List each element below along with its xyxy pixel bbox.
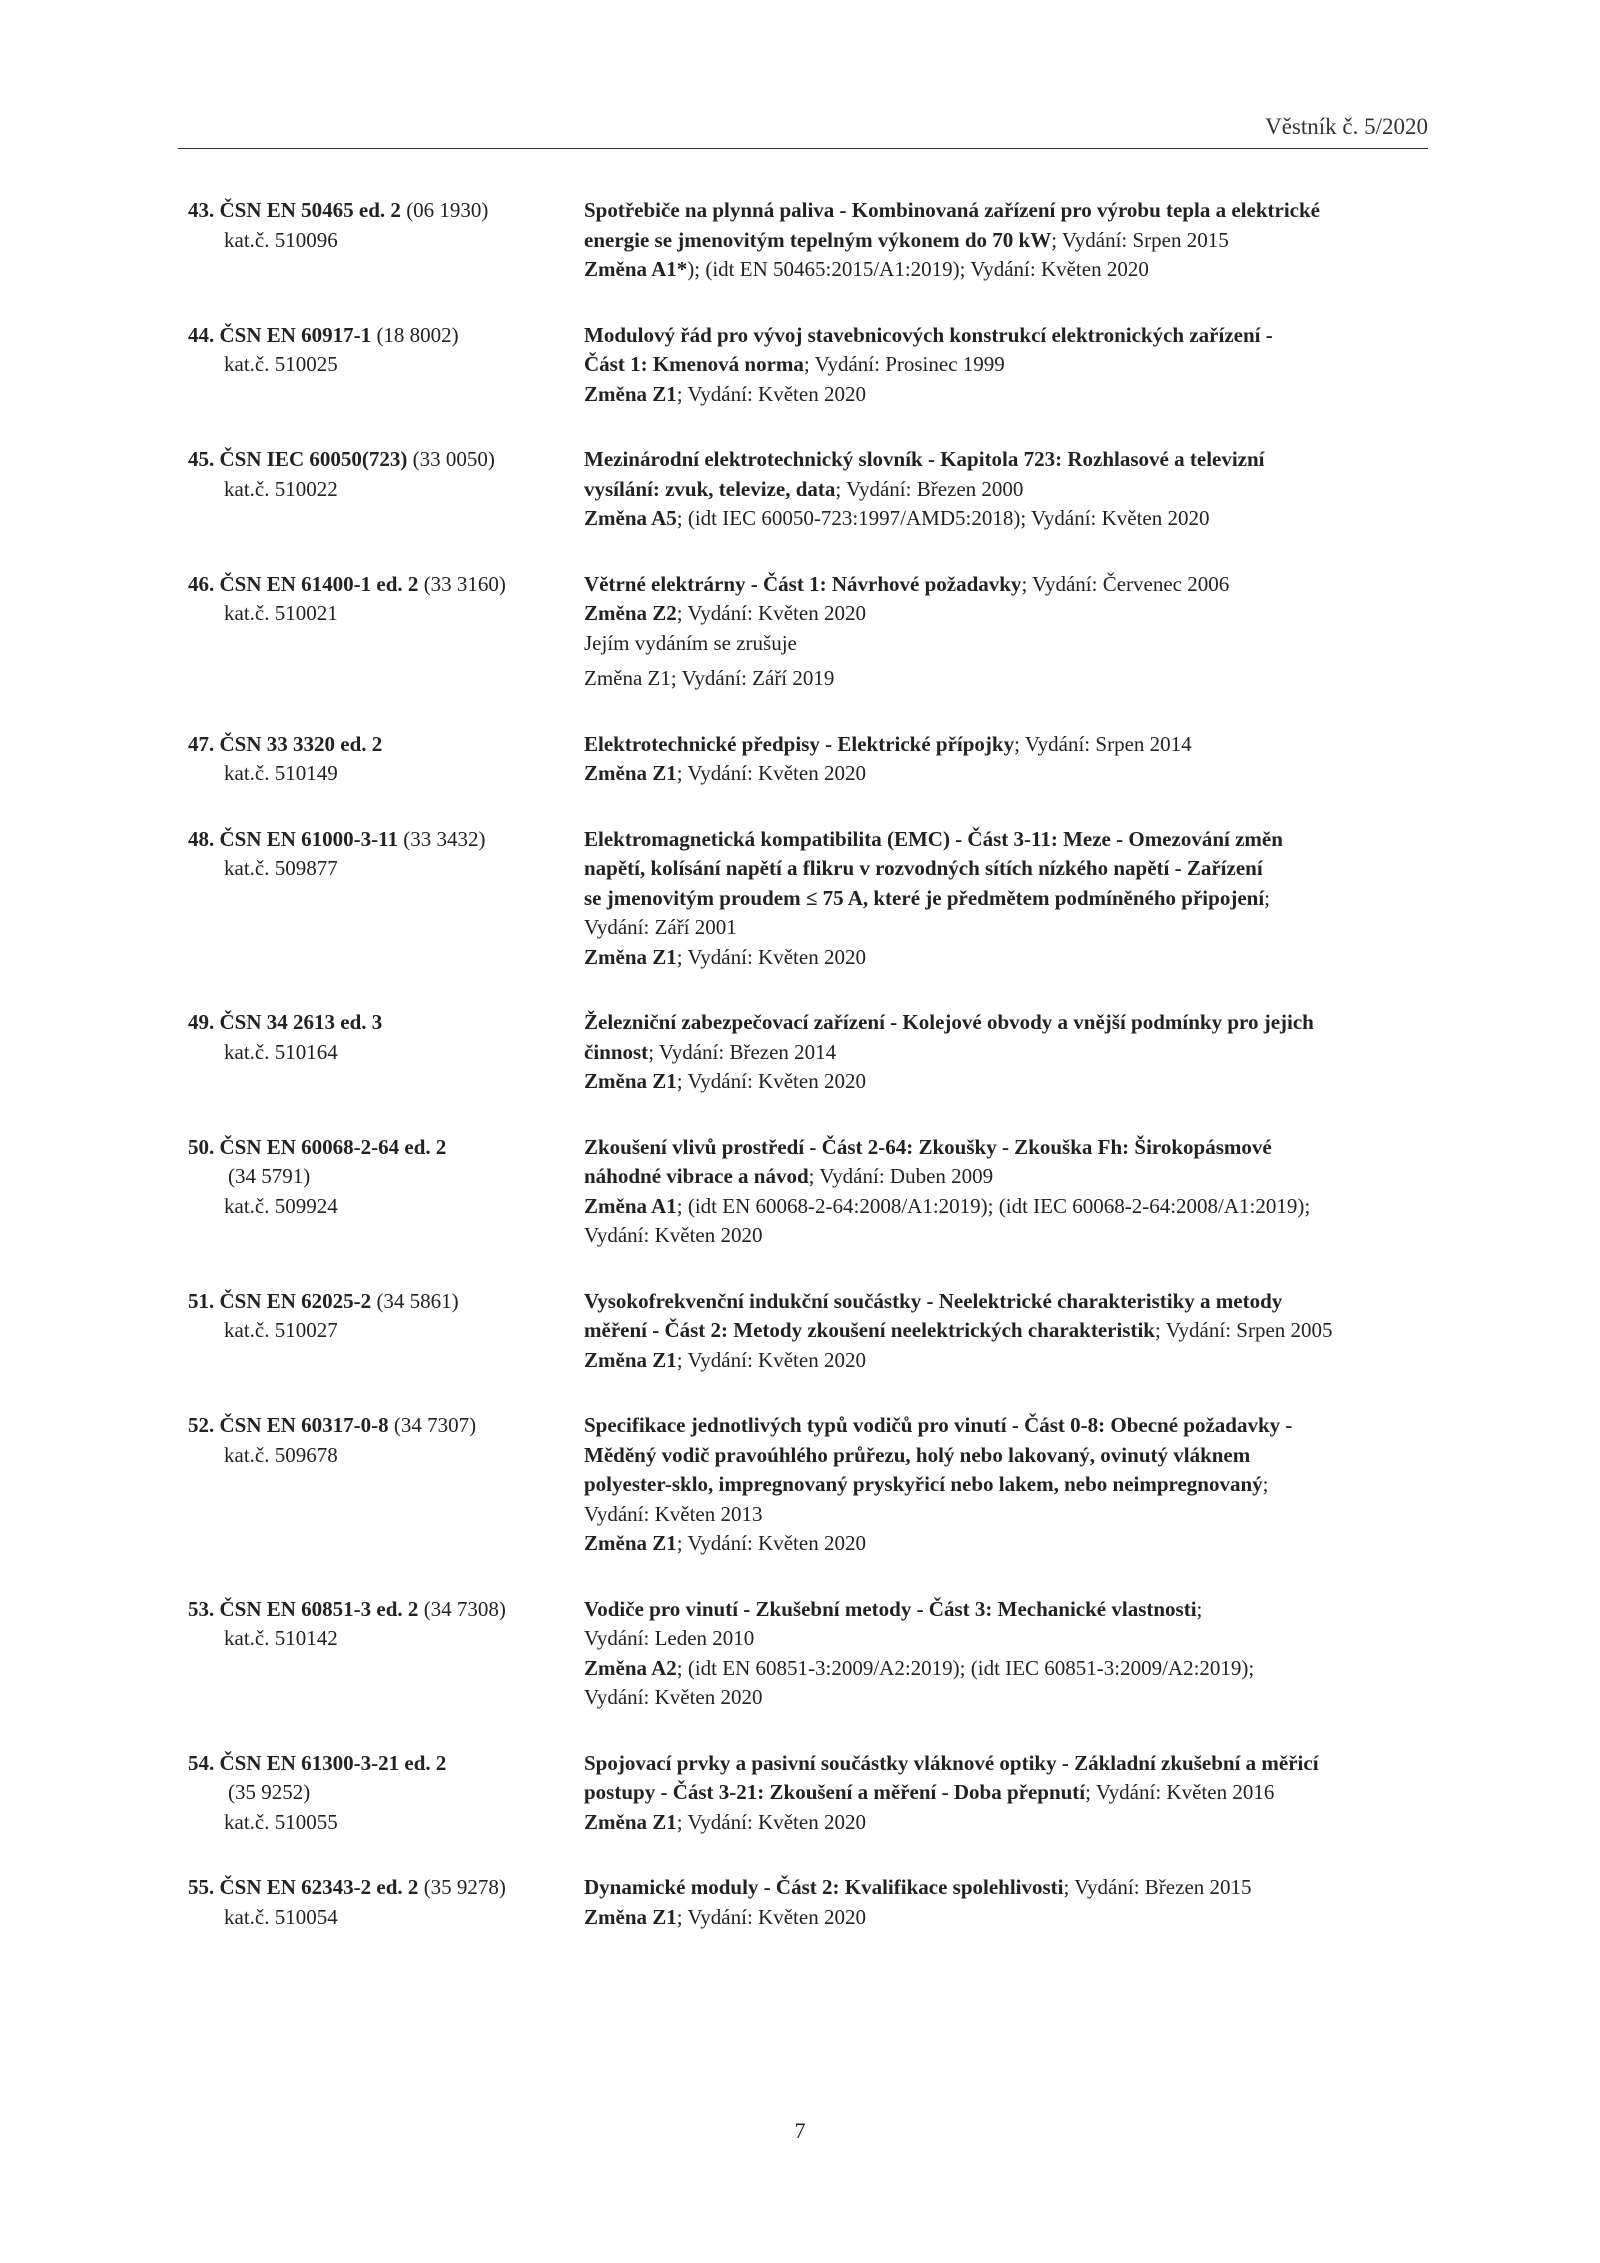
standard-code: ČSN IEC 60050(723) xyxy=(219,447,408,471)
catalog-number: kat.č. 510096 xyxy=(224,227,338,252)
standard-entry xyxy=(188,1008,1428,1097)
bold-title-text: Změna Z1 xyxy=(584,1531,677,1555)
standard-entry xyxy=(188,1133,1428,1251)
description-line xyxy=(584,825,1428,855)
standard-description xyxy=(584,570,1428,694)
catalog-number: kat.č. 509678 xyxy=(224,1442,338,1467)
bold-title-text: Mezinárodní elektrotechnický slovník - Kapitola 723: Rozhlasové a televizní xyxy=(584,447,1265,471)
plain-text: ; Vydání: Květen 2020 xyxy=(676,1531,866,1555)
bold-title-text: Vodiče pro vinutí - Zkušební metody - Část 3: Mechanické vlastnosti xyxy=(584,1596,1197,1621)
standard-entry xyxy=(188,196,1428,285)
standard-identifier xyxy=(188,1749,584,1838)
standard-entry xyxy=(188,1287,1428,1376)
classification-number: (18 8002) xyxy=(376,322,459,347)
description-line xyxy=(584,854,1428,884)
description-line xyxy=(584,1808,1428,1838)
description-line xyxy=(584,380,1428,410)
standard-description xyxy=(584,1873,1428,1932)
entry-number: 55. xyxy=(188,1875,215,1899)
description-line xyxy=(584,445,1428,475)
standard-identifier xyxy=(188,445,584,534)
standards-list xyxy=(188,196,1428,1932)
entry-separator xyxy=(188,1097,1428,1133)
plain-text: ; Vydání: Květen 2020 xyxy=(676,1069,866,1093)
bold-title-text: Specifikace jednotlivých typů vodičů pro vinutí - Část 0-8: Obecné požadavky - xyxy=(584,1413,1293,1437)
bold-title-text: Změna Z1 xyxy=(584,381,677,406)
description-line xyxy=(584,350,1428,380)
description-line xyxy=(584,1133,1428,1163)
description-line xyxy=(584,1778,1428,1808)
standard-identifier xyxy=(188,825,584,973)
entry-separator xyxy=(188,1837,1428,1873)
classification-number: (06 1930) xyxy=(406,198,489,222)
standard-description xyxy=(584,825,1428,973)
entry-number: 53. xyxy=(188,1596,215,1621)
bold-title-text: Elektromagnetická kompatibilita (EMC) - Část 3-11: Meze - Omezování změn xyxy=(584,826,1283,851)
standard-entry xyxy=(188,1873,1428,1932)
standard-code: ČSN EN 62025-2 xyxy=(219,1288,372,1313)
plain-text: ; xyxy=(1262,1472,1269,1496)
bold-title-text: Dynamické moduly - Část 2: Kvalifikace spolehlivosti xyxy=(584,1875,1064,1899)
bold-title-text: Změna Z2 xyxy=(584,601,677,625)
entry-number: 48. xyxy=(188,826,215,851)
standard-identifier xyxy=(188,1595,584,1713)
description-line xyxy=(584,884,1428,914)
bold-title-text: napětí, kolísání napětí a flikru v rozvodných sítích nízkého napětí - Zařízení xyxy=(584,856,1263,880)
plain-text: ); (idt EN 50465:2015/A1:2019); Vydání: Květen 2020 xyxy=(687,257,1149,281)
description-line xyxy=(584,1411,1428,1441)
catalog-number: kat.č. 510055 xyxy=(224,1809,338,1834)
standard-identifier xyxy=(188,1287,584,1376)
standard-identifier xyxy=(188,1133,584,1251)
bold-title-text: činnost xyxy=(584,1039,649,1064)
bold-title-text: Změna A5 xyxy=(584,506,677,530)
plain-text: ; Vydání: Březen 2000 xyxy=(835,476,1024,501)
catalog-number: kat.č. 510054 xyxy=(224,1904,338,1929)
standard-description xyxy=(584,1749,1428,1838)
catalog-number: kat.č. 510021 xyxy=(224,601,338,625)
classification-number: (34 7308) xyxy=(423,1596,506,1621)
description-line xyxy=(584,570,1428,600)
description-line xyxy=(584,475,1428,505)
catalog-number: kat.č. 509924 xyxy=(224,1193,338,1218)
catalog-number: kat.č. 510025 xyxy=(224,352,338,376)
entry-separator xyxy=(188,1375,1428,1411)
plain-text: ; Vydání: Prosinec 1999 xyxy=(803,352,1005,376)
plain-text: ; Vydání: Květen 2016 xyxy=(1085,1780,1275,1804)
classification-number: (35 9278) xyxy=(423,1875,506,1899)
standard-identifier xyxy=(188,1008,584,1097)
plain-text: ; xyxy=(1196,1596,1203,1621)
plain-text: Vydání: Září 2001 xyxy=(584,915,737,939)
standard-entry xyxy=(188,1749,1428,1838)
bold-title-text: Změna Z1 xyxy=(584,944,677,969)
plain-text: ; Vydání: Srpen 2015 xyxy=(1051,227,1229,252)
plain-text: ; (idt IEC 60050-723:1997/AMD5:2018); Vydání: Květen 2020 xyxy=(676,506,1210,530)
standard-entry xyxy=(188,730,1428,789)
description-line xyxy=(584,1500,1428,1530)
standard-identifier xyxy=(188,1411,584,1559)
description-line xyxy=(584,913,1428,943)
entry-separator xyxy=(188,972,1428,1008)
catalog-number: kat.č. 510149 xyxy=(224,761,338,785)
bold-title-text: Vysokofrekvenční indukční součástky - Neelektrické charakteristiky a metody xyxy=(584,1288,1283,1313)
description-line xyxy=(584,1441,1428,1471)
bold-title-text: měření - Část 2: Metody zkoušení neelektrických charakteristik xyxy=(584,1318,1155,1342)
bold-title-text: postupy - Část 3-21: Zkoušení a měření - Doba přepnutí xyxy=(584,1780,1086,1804)
bold-title-text: Změna A1* xyxy=(584,257,688,281)
bold-title-text: Modulový řád pro vývoj stavebnicových konstrukcí elektronických zařízení - xyxy=(584,322,1273,347)
bold-title-text: Spojovací prvky a pasivní součástky vláknové optiky - Základní zkušební a měřicí xyxy=(584,1750,1319,1775)
description-line xyxy=(584,1287,1428,1317)
standard-entry xyxy=(188,445,1428,534)
plain-text: ; Vydání: Květen 2020 xyxy=(676,601,866,625)
standard-code: ČSN 33 3320 ed. 2 xyxy=(219,731,383,756)
catalog-number: kat.č. 510022 xyxy=(224,476,338,501)
entry-separator xyxy=(188,694,1428,730)
standard-description xyxy=(584,196,1428,285)
plain-text: Vydání: Květen 2013 xyxy=(584,1501,763,1526)
entry-number: 54. xyxy=(188,1750,215,1775)
bold-title-text: Změna Z1 xyxy=(584,1809,677,1834)
standard-code: ČSN EN 60851-3 ed. 2 xyxy=(219,1596,419,1621)
entry-separator xyxy=(188,1559,1428,1595)
description-line xyxy=(584,1221,1428,1251)
description-line xyxy=(584,1038,1428,1068)
standard-description xyxy=(584,1287,1428,1376)
standard-entry xyxy=(188,1411,1428,1559)
description-line xyxy=(584,1529,1428,1559)
bold-title-text: náhodné vibrace a návod xyxy=(584,1164,809,1188)
classification-number: (34 7307) xyxy=(393,1413,477,1437)
entry-number: 52. xyxy=(188,1413,215,1437)
standard-description xyxy=(584,1008,1428,1097)
description-line xyxy=(584,629,1428,659)
standard-code: ČSN EN 62343-2 ed. 2 xyxy=(219,1875,419,1899)
description-line xyxy=(584,255,1428,285)
standard-description xyxy=(584,321,1428,410)
entry-separator xyxy=(188,1713,1428,1749)
standard-entry xyxy=(188,1595,1428,1713)
standard-description xyxy=(584,730,1428,789)
description-line xyxy=(584,1595,1428,1625)
description-line xyxy=(584,759,1428,789)
plain-text: ; Vydání: Březen 2015 xyxy=(1063,1875,1252,1899)
standard-description xyxy=(584,1411,1428,1559)
bold-title-text: Část 1: Kmenová norma xyxy=(584,352,804,376)
bold-title-text: Změna A2 xyxy=(584,1655,677,1680)
plain-text: ; xyxy=(1264,885,1270,910)
description-line xyxy=(584,321,1428,351)
plain-text: ; Vydání: Srpen 2014 xyxy=(1014,731,1192,756)
standard-identifier xyxy=(188,196,584,285)
classification-number: (33 0050) xyxy=(412,447,495,471)
plain-text: ; Vydání: Květen 2020 xyxy=(676,761,866,785)
description-line xyxy=(584,599,1428,629)
description-line xyxy=(584,226,1428,256)
catalog-number: kat.č. 509877 xyxy=(224,856,338,880)
entry-number: 51. xyxy=(188,1288,215,1313)
plain-text: ; Vydání: Květen 2020 xyxy=(676,944,866,969)
description-line xyxy=(584,1654,1428,1684)
standard-entry xyxy=(188,825,1428,973)
description-line xyxy=(584,1162,1428,1192)
description-line xyxy=(584,1067,1428,1097)
bold-title-text: Elektrotechnické předpisy - Elektrické přípojky xyxy=(584,731,1015,756)
description-line xyxy=(584,1683,1428,1713)
description-line xyxy=(584,196,1428,226)
entry-number: 50. xyxy=(188,1134,215,1159)
catalog-number: kat.č. 510027 xyxy=(224,1318,338,1342)
description-line xyxy=(584,1749,1428,1779)
bold-title-text: Zkoušení vlivů prostředí - Část 2-64: Zkoušky - Zkouška Fh: Širokopásmové xyxy=(584,1134,1272,1159)
standard-code: ČSN EN 61000-3-11 xyxy=(219,826,399,851)
bold-title-text: Změna Z1 xyxy=(584,1069,677,1093)
standard-code: ČSN EN 60317-0-8 xyxy=(219,1413,389,1437)
description-line xyxy=(584,1624,1428,1654)
bold-title-text: vysílání: zvuk, televize, data xyxy=(584,476,836,501)
standard-identifier xyxy=(188,321,584,410)
plain-text: ; Vydání: Květen 2020 xyxy=(676,1904,866,1929)
description-line xyxy=(584,1346,1428,1376)
description-line xyxy=(584,1192,1428,1222)
standard-identifier xyxy=(188,730,584,789)
entry-separator xyxy=(188,789,1428,825)
entry-number: 46. xyxy=(188,571,215,596)
standard-identifier xyxy=(188,1873,584,1932)
standard-code: ČSN EN 50465 ed. 2 xyxy=(219,198,401,222)
description-line xyxy=(584,1316,1428,1346)
standard-code: ČSN EN 60917-1 xyxy=(219,322,372,347)
description-line xyxy=(584,730,1428,760)
bold-title-text: Měděný vodič pravoúhlého průřezu, holý nebo lakovaný, ovinutý vláknem xyxy=(584,1442,1251,1467)
classification-number: (33 3432) xyxy=(403,826,486,851)
classification-number: (35 9252) xyxy=(228,1780,311,1804)
description-line xyxy=(584,664,1428,694)
standard-identifier xyxy=(188,570,584,694)
description-line xyxy=(584,1008,1428,1038)
description-line xyxy=(584,943,1428,973)
description-line xyxy=(584,1470,1428,1500)
bold-title-text: polyester-sklo, impregnovaný pryskyřicí nebo lakem, nebo neimpregnovaný xyxy=(584,1472,1263,1496)
entry-separator xyxy=(188,409,1428,445)
entry-number: 44. xyxy=(188,322,215,347)
bold-title-text: Změna Z1 xyxy=(584,761,677,785)
bold-title-text: Změna Z1 xyxy=(584,1347,677,1372)
entry-number: 47. xyxy=(188,731,215,756)
standard-code: ČSN EN 61300-3-21 ed. 2 xyxy=(219,1750,447,1775)
plain-text: ; (idt EN 60851-3:2009/A2:2019); (idt IEC 60851-3:2009/A2:2019); xyxy=(676,1655,1255,1680)
description-line xyxy=(584,1903,1428,1933)
plain-text: ; Vydání: Červenec 2006 xyxy=(1021,571,1230,596)
plain-text: ; Vydání: Srpen 2005 xyxy=(1155,1318,1333,1342)
page-header xyxy=(178,112,1428,149)
bold-title-text: Změna Z1 xyxy=(584,1904,677,1929)
standard-code: ČSN 34 2613 ed. 3 xyxy=(219,1010,383,1034)
standard-entry xyxy=(188,321,1428,410)
standard-entry xyxy=(188,570,1428,694)
page-number: 7 xyxy=(794,2118,806,2143)
plain-text: ; Vydání: Duben 2009 xyxy=(808,1164,994,1188)
catalog-number: kat.č. 510164 xyxy=(224,1039,338,1064)
classification-number: (34 5791) xyxy=(228,1164,311,1188)
journal-issue-title: Věstník č. 5/2020 xyxy=(1265,114,1428,139)
plain-text: ; Vydání: Květen 2020 xyxy=(676,1809,866,1834)
description-line xyxy=(584,504,1428,534)
standard-code: ČSN EN 60068-2-64 ed. 2 xyxy=(219,1134,447,1159)
standard-description xyxy=(584,445,1428,534)
plain-text: ; (idt EN 60068-2-64:2008/A1:2019); (idt IEC 60068-2-64:2008/A1:2019); xyxy=(676,1193,1311,1218)
entry-separator xyxy=(188,534,1428,570)
bold-title-text: energie se jmenovitým tepelným výkonem do 70 kW xyxy=(584,227,1052,252)
plain-text: Jejím vydáním se zrušuje xyxy=(584,630,797,655)
entry-number: 45. xyxy=(188,447,215,471)
catalog-number: kat.č. 510142 xyxy=(224,1626,338,1650)
bold-title-text: se jmenovitým proudem ≤ 75 A, které je předmětem podmíněného připojení xyxy=(584,885,1265,910)
standard-description xyxy=(584,1133,1428,1251)
plain-text: Vydání: Leden 2010 xyxy=(584,1626,755,1650)
plain-text: Vydání: Květen 2020 xyxy=(584,1223,763,1247)
bold-title-text: Železniční zabezpečovací zařízení - Kolejové obvody a vnější podmínky pro jejich xyxy=(584,1010,1314,1034)
plain-text: ; Vydání: Březen 2014 xyxy=(648,1039,837,1064)
description-line xyxy=(584,1873,1428,1903)
bold-title-text: Změna A1 xyxy=(584,1193,677,1218)
plain-text: ; Vydání: Květen 2020 xyxy=(676,1347,866,1372)
plain-text: Změna Z1; Vydání: Září 2019 xyxy=(584,666,835,690)
entry-number: 43. xyxy=(188,198,215,222)
bold-title-text: Větrné elektrárny - Část 1: Návrhové požadavky xyxy=(584,571,1022,596)
plain-text: ; Vydání: Květen 2020 xyxy=(676,381,866,406)
classification-number: (33 3160) xyxy=(423,571,506,596)
standard-code: ČSN EN 61400-1 ed. 2 xyxy=(219,571,419,596)
classification-number: (34 5861) xyxy=(376,1288,459,1313)
standard-description xyxy=(584,1595,1428,1713)
entry-separator xyxy=(188,285,1428,321)
entry-number: 49. xyxy=(188,1010,215,1034)
entry-separator xyxy=(188,1251,1428,1287)
bold-title-text: Spotřebiče na plynná paliva - Kombinovaná zařízení pro výrobu tepla a elektrické xyxy=(584,198,1320,222)
plain-text: Vydání: Květen 2020 xyxy=(584,1685,763,1709)
